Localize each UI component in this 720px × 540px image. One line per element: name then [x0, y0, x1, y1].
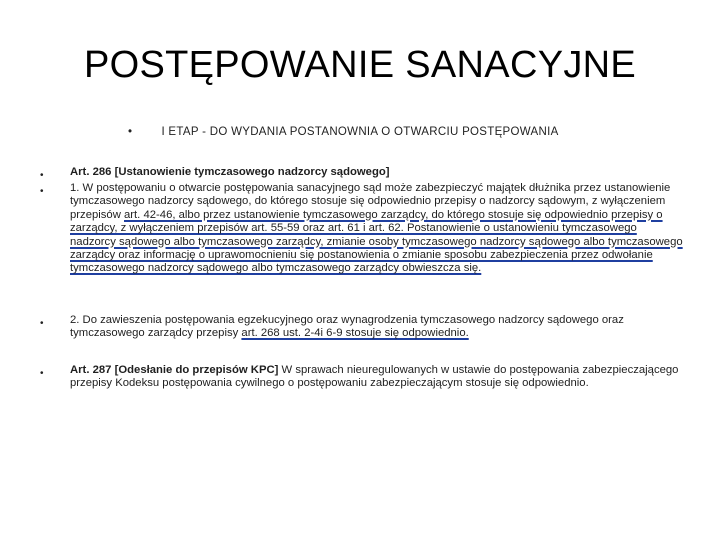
- stage-heading-row: [0, 126, 720, 138]
- stage-bullet: •: [128, 126, 133, 138]
- bullet-art286-heading: •: [40, 170, 44, 181]
- art286-p2-text: 2. Do zawieszenia postępowania egzekucyjnego oraz wynagrodzenia tymczasowego nadzorcy sądowego oraz tymczasowego zarządcy przepisy: [70, 314, 624, 340]
- art286-p1-text: 1. W postępowaniu o otwarcie postępowania sanacyjnego sąd może zabezpieczyć majątek dłużnika przez ustanowienie tymczasowego nadzorcy sądowego, do którego stosuje się odpowiednio przepisy o nadzorcy sądowym, z wyłączeniem przepisów: [70, 182, 671, 221]
- stage-heading: I ETAP - DO WYDANIA POSTANOWNIA O OTWARCIU POSTĘPOWANIA: [161, 126, 559, 138]
- bullet-art287: •: [40, 368, 44, 379]
- art286-p1-link[interactable]: art. 42-46, albo przez ustanowienie tymczasowego zarządcy, do którego stosuje się odpowiednio przepisy o zarządcy, z wyłączeniem przepisów art. 55-59 oraz art. 61 i art. 62. Postanowienie o ustanowieniu tymczasowego nadzorcy sądowego albo tymczasowego zarządcy, zmianie osoby tymczasowego nadzorcy sądowego albo tymczasowego zarządcy oraz informację o uprawomocnieniu się postanowienia o zmianie sposobu zabezpieczenia przez odwołanie tymczasowego nadzorcy sądowego albo tymczasowego zarządcy obwieszcza się.: [70, 208, 683, 275]
- art287-paragraph: [70, 364, 685, 391]
- art287-text: W sprawach nieuregulowanych w ustawie do postępowania zabezpieczającego przepisy Kodeksu postępowania cywilnego o postępowaniu zabezpieczającym stosuje się odpowiednio.: [70, 364, 679, 390]
- bullet-art286-p2: •: [40, 318, 44, 329]
- art286-paragraph-1: [70, 182, 685, 276]
- art287-heading: Art. 287 [Odesłanie do przepisów KPC]: [70, 364, 279, 376]
- art286-heading: Art. 286 [Ustanowienie tymczasowego nadzorcy sądowego]: [70, 166, 390, 178]
- art286-paragraph-2: [70, 314, 685, 341]
- slide-title: POSTĘPOWANIE SANACYJNE: [83, 44, 637, 86]
- bullet-art286-p1: •: [40, 186, 44, 197]
- art286-p2-link[interactable]: art. 268 ust. 2-4i 6-9 stosuje się odpowiednio.: [241, 327, 469, 340]
